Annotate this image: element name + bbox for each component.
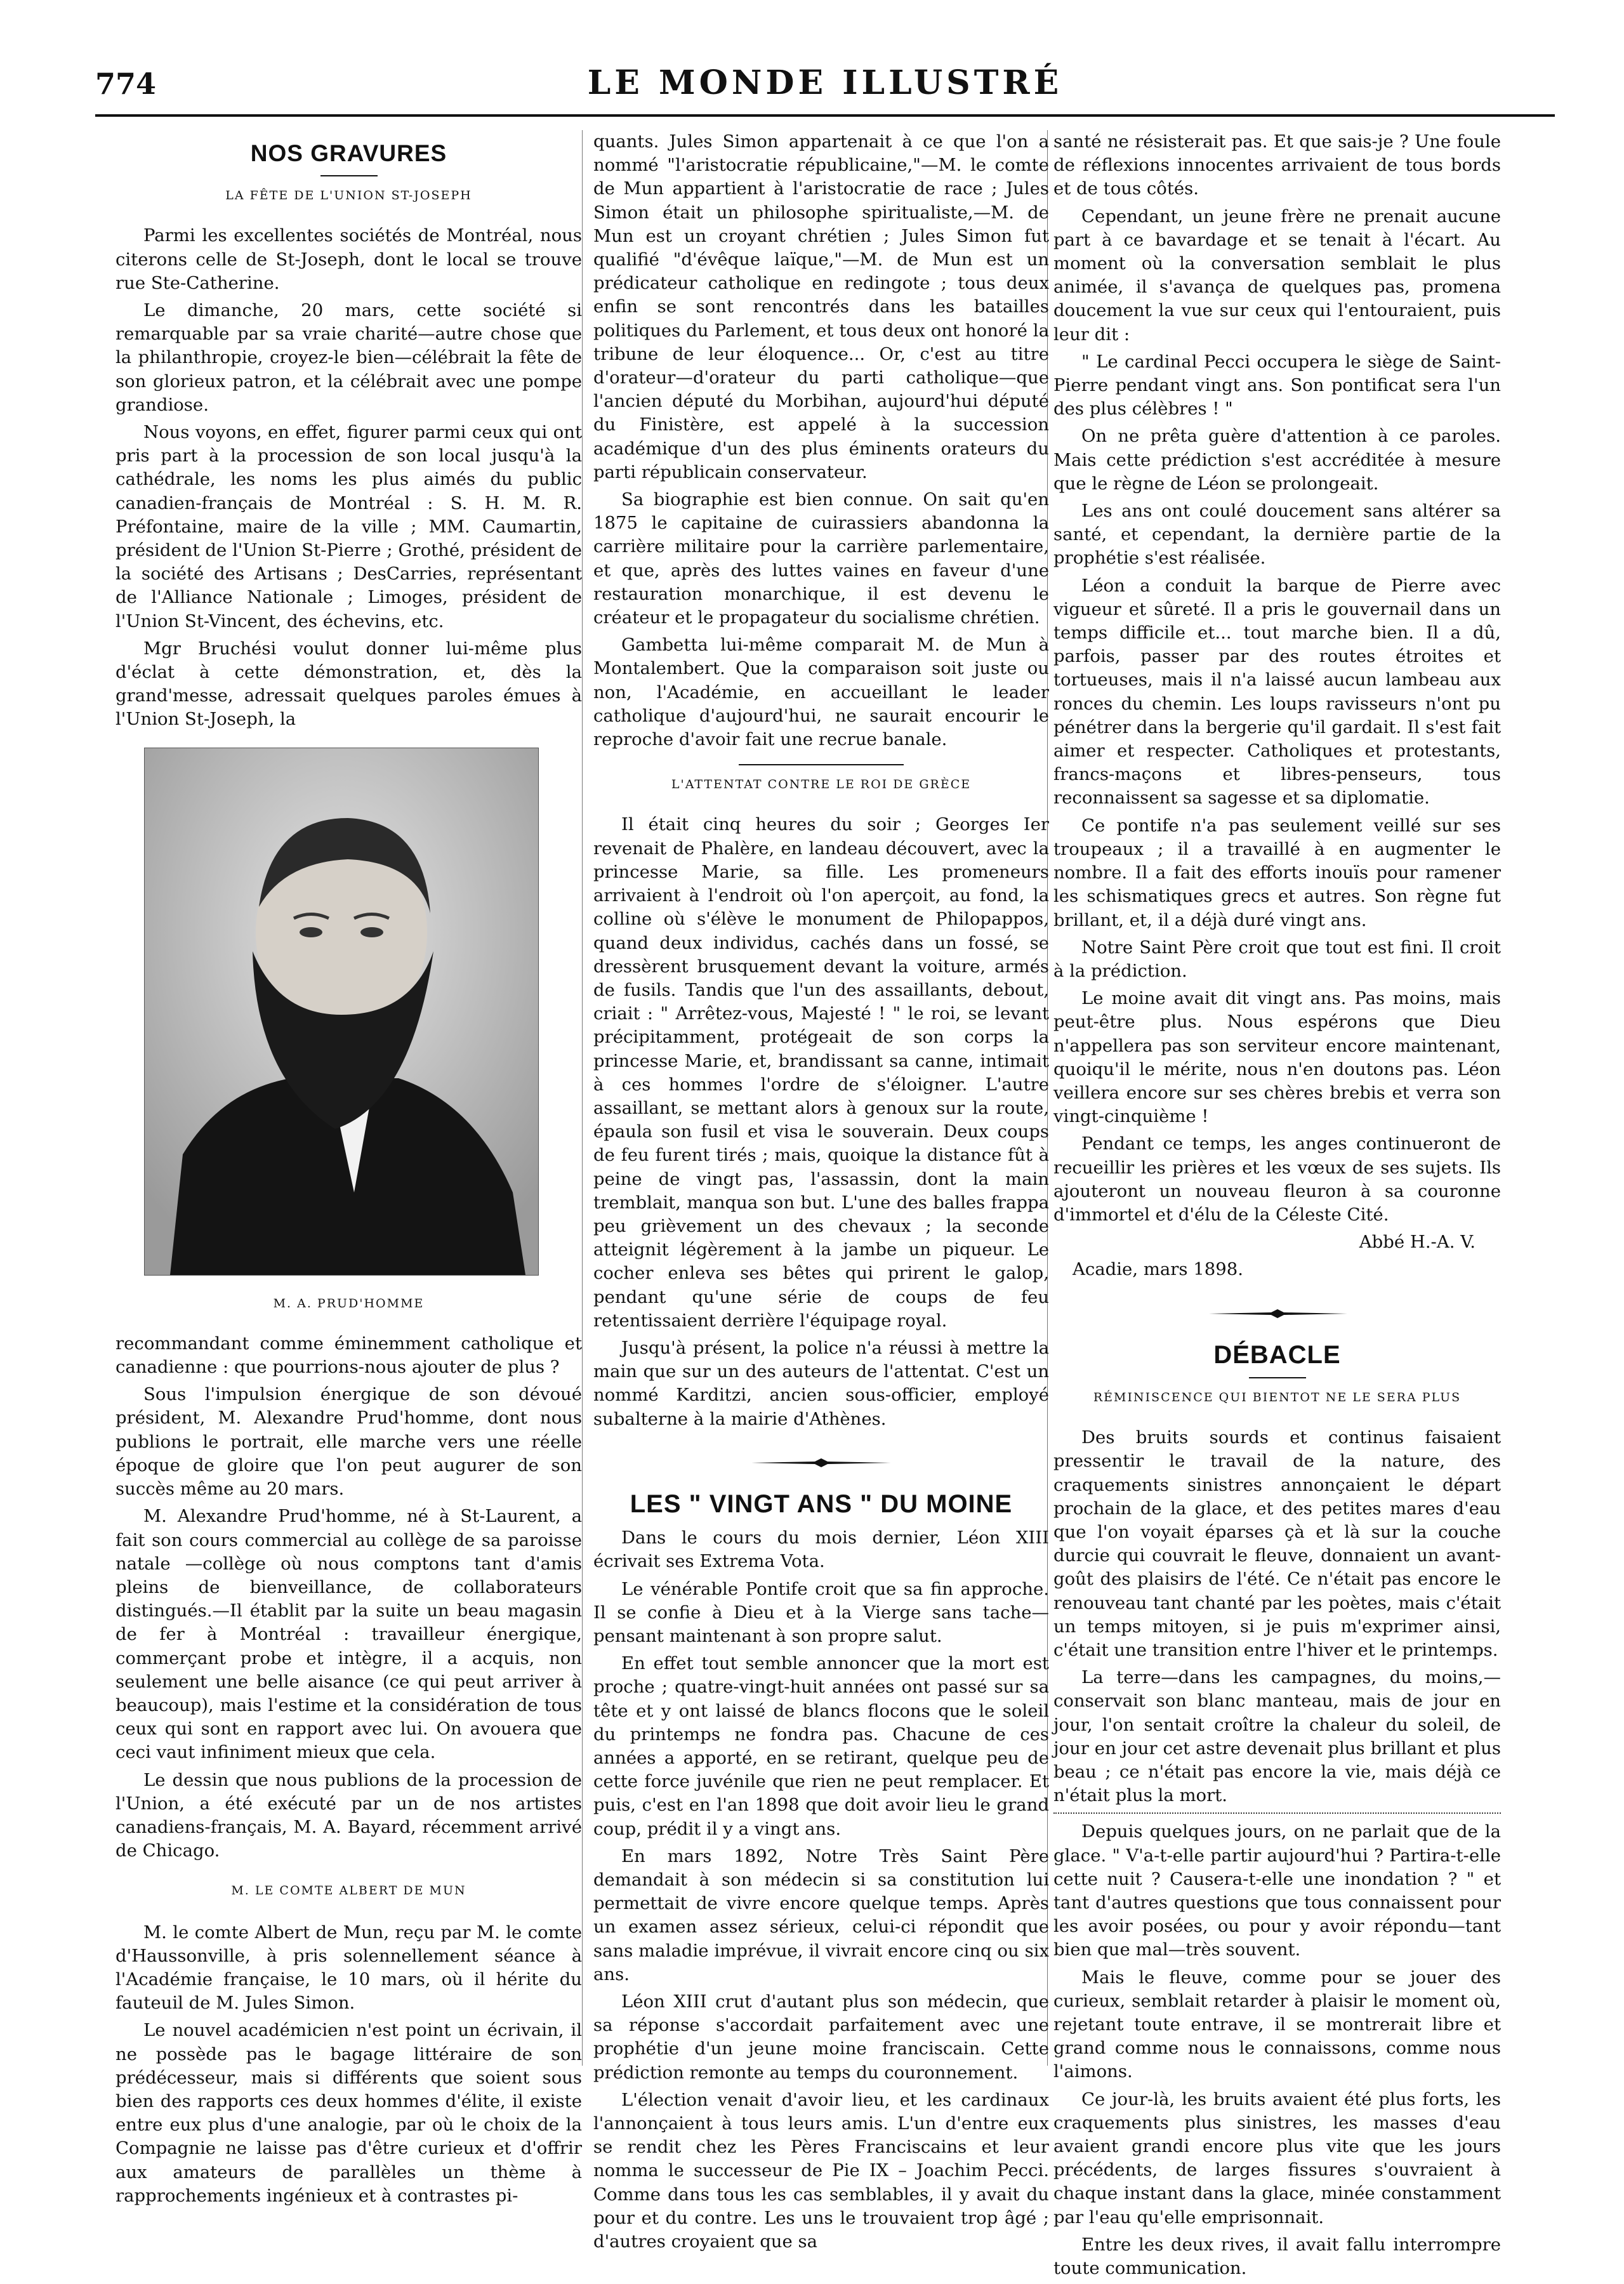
portrait-engraving [144, 748, 539, 1276]
column-3 [1047, 130, 1501, 2284]
article-subtitle: L'ATTENTAT CONTRE LE ROI DE GRÈCE [671, 777, 972, 792]
paragraph: En mars 1892, Notre Très Saint Père demandait à son médecin si sa constitution lui permettait de vivre encore quelque temps. Après un examen assez sérieux, celui-ci répondit que sans maladie imprévue, il vivrait encore cinq ou six ans. [593, 1845, 1049, 1984]
paragraph: Le dimanche, 20 mars, cette société si remarquable par sa vraie charité—autre chose que la philanthropie, croyez-le bien—célébrait la fête de son glorieux patron, et la célébrait avec une pompe grandiose. [116, 300, 582, 415]
section-title: DÉBACLE [1213, 1340, 1341, 1369]
column-2 [582, 130, 1049, 2257]
paragraph: Le dessin que nous publions de la procession de l'Union, a été exécuté par un de nos artistes canadiens-français, M. A. Bayard, récemment arrivé de Chicago. [116, 1769, 582, 1861]
paragraph: Mgr Bruchési voulut donner lui-même plus d'éclat à cette démonstration, et, dès la grand'messe, adressait quelques paroles émues à l'Union St-Joseph, la [116, 638, 582, 730]
paragraph: Il était cinq heures du soir ; Georges Ier revenait de Phalère, en landeau découvert, avec la princesse Marie, sa fille. Les promeneurs arrivaient à l'endroit où l'on aperçoit, au fond, la colline où s'élève le monument de Philopappos, quand deux individus, cachés dans un fossé, se dressèrent brusquement devant la voiture, armés de fusils. Tandis que l'un des assaillants, debout, criait : " Arrêtez-vous, Majesté ! " le roi, se levant précipitamment, protégeait de son corps la princesse Marie, et, brandissant sa canne, intimait à ces hommes l'ordre de s'éloigner. L'autre assaillant, se mettant alors à genoux sur la route, épaula son fusil et visa le souverain. Deux coups de feu furent tirés ; mais, quoique la distance fût à peine de vingt pas, l'assassin, dont la main tremblait, manqua son but. L'une des balles frappa peu grièvement un des chevaux ; la seconde atteignit légèrement à la jambe un piqueur. Le cocher enleva ses bêtes qui prirent le galop, pendant qu'une série de coups de feu retentissaient derrière l'équipage royal. [593, 814, 1049, 1331]
paragraph: Ce jour-là, les bruits avaient été plus forts, les craquements plus sinistres, les masses d'eau avaient grandi encore plus vite que les jours précédents, de larges fissures s'ouvraient à chaque instant dans la glace, minée constamment par l'eau qu'elle emprisonnait. [1053, 2089, 1501, 2228]
ornament-divider [593, 1450, 1049, 1474]
section-rule [739, 764, 904, 765]
paragraph: L'élection venait d'avoir lieu, et les cardinaux l'annonçaient à tous leurs amis. L'un d'entre eux se rendit chez les Pères Franciscains et leur nomma le successeur de Pie IX – Joachim Pecci. Comme dans tous les cas semblables, il y avait du pour et du contre. Les uns le trouvaient trop âgé ; d'autres croyaient que sa [593, 2089, 1049, 2252]
title-rule [320, 175, 378, 176]
paragraph: Le moine avait dit vingt ans. Pas moins, mais peut-être plus. Nous espérons que Dieu n'appellera pas son serviteur encore maintenant, quoiqu'il le mérite, nous n'en doutons pas. Léon veillera encore sur ses chères brebis et verra son vingt-cinquième ! [1053, 988, 1501, 1127]
title-rule [1249, 1377, 1306, 1378]
paragraph: Léon XIII crut d'autant plus son médecin, que sa réponse s'accordait parfaitement avec une prophétie d'un jeune moine franciscain. Cette prédiction remonte au temps du couronnement. [593, 1991, 1049, 2083]
masthead: LE MONDE ILLUSTRÉ [587, 63, 1063, 102]
paragraph: Gambetta lui-même comparait M. de Mun à Montalembert. Que la comparaison soit juste ou non, l'Académie, en accueillant le leader catholique d'aujourd'hui, ne saurait encourir le reproche d'avoir fait une recrue banale. [593, 635, 1049, 750]
column-1 [116, 130, 582, 2212]
paragraph: Sa biographie est bien connue. On sait qu'en 1875 le capitaine de cuirassiers abandonna la carrière militaire pour la carrière parlementaire, et que, après des luttes vaines en faveur d'une restauration monarchique, il est devenu le créateur et le propagateur du socialisme chrétien. [593, 489, 1049, 628]
paragraph: recommandant comme éminemment catholique et canadienne : que pourrions-nous ajouter de plus ? [116, 1333, 582, 1378]
paragraph: Jusqu'à présent, la police n'a réussi à mettre la main que sur un des auteurs de l'attentat. C'est un nommé Karditzi, ancien sous-officier, employé subalterne à la mairie d'Athènes. [593, 1337, 1049, 1429]
paragraph: Nous voyons, en effet, figurer parmi ceux qui ont pris part à la procession de son local jusqu'à la cathédrale, les noms les plus aimés du public canadien-français de Montréal : S. H. M. R. Préfontaine, maire de la ville ; MM. Caumartin, président de l'Union St-Pierre ; Grothé, président de la société des Artisans ; DesCarries, représentant de l'Alliance Nationale ; Limoges, président de l'Union St-Vincent, des échevins, etc. [116, 422, 582, 631]
paragraph: Le nouvel académicien n'est point un écrivain, il ne possède pas le bagage littéraire de son prédécesseur, mais si différents que soient sous bien des rapports ces deux hommes d'élite, il existe entre eux plus d'une analogie, par où le choix de la Compagnie ne laisse pas d'être curieux et d'offrir aux amateurs de parallèles un thème à rapprochements ingénieux et à contrastes pi- [116, 2020, 582, 2206]
paragraph: Dans le cours du mois dernier, Léon XIII écrivait ses Extrema Vota. [593, 1528, 1049, 1572]
page-header [95, 60, 1555, 105]
article-subtitle: RÉMINISCENCE QUI BIENTOT NE LE SERA PLUS [1093, 1390, 1462, 1404]
paragraph: Parmi les excellentes sociétés de Montréal, nous citerons celle de St-Joseph, dont le local se trouve rue Ste-Catherine. [116, 225, 582, 293]
dotted-separator [1053, 1812, 1501, 1814]
paragraph: Depuis quelques jours, on ne parlait que de la glace. " V'a-t-elle partir aujourd'hui ? Partira-t-elle cette nuit ? Causera-t-elle une inondation ? " et tant d'autres questions que tous connaissent pour les avoir posées, ou pour y avoir répondu—tant bien que mal—très souvent. [1053, 1821, 1501, 1960]
page-number: 774 [95, 67, 157, 101]
paragraph: Pendant ce temps, les anges continueront de recueillir les prières et les vœux de ses sujets. Ils ajouteront un nouveau fleuron à sa couronne d'immortel et d'élu de la Céleste Cité. [1053, 1133, 1501, 1225]
paragraph: Sous l'impulsion énergique de son dévoué président, M. Alexandre Prud'homme, dont nous publions le portrait, elle marche vers une réelle époque de gloire que l'on peut augurer de son succès même au 20 mars. [116, 1384, 582, 1500]
portrait-caption: M. A. PRUD'HOMME [273, 1296, 425, 1310]
paragraph: Le vénérable Pontife croit que sa fin approche. Il se confie à Dieu et à la Vierge sans tache—pensant maintenant à son propre salut. [593, 1578, 1049, 1646]
paragraph: Léon a conduit la barque de Pierre avec vigueur et sûreté. Il a pris le gouvernail dans un temps difficile et... tout marche bien. Il a dû, parfois, passer par des routes étroites et tortueuses, mais il n'a laissé aucun lambeau aux ronces du chemin. Les loups ravisseurs n'ont pu pénétrer dans la bergerie qu'il gardait. Il s'est fait aimer et respecter. Catholiques et protestants, francs-maçons et libres-penseurs, tous reconnaissent sa sagesse et sa diplomatie. [1053, 575, 1501, 809]
paragraph: On ne prêta guère d'attention à ce paroles. Mais cette prédiction s'est accréditée à mesure que le règne de Léon se prolongeait. [1053, 426, 1501, 494]
paragraph: M. le comte Albert de Mun, reçu par M. le comte d'Haussonville, à pris solennellement séance à l'Académie française, le 10 mars, où il hérite du fauteuil de M. Jules Simon. [116, 1922, 582, 2014]
paragraph: Entre les deux rives, il avait fallu interrompre toute communication. [1053, 2234, 1501, 2279]
paragraph: En effet tout semble annoncer que la mort est proche ; quatre-vingt-huit années ont passé sur sa tête et y ont laissé de blancs flocons que le soleil du printemps ne fondra pas. Chacune de ces années a apporté, en se retirant, quelque peu de cette force juvénile que rien ne peut remplacer. Et puis, c'est en l'an 1898 que doit avoir lieu le grand coup, prédit il y a vingt ans. [593, 1653, 1049, 1839]
paragraph: Mais le fleuve, comme pour se jouer des curieux, semblait retarder à plaisir le moment où, rejetant toute entrave, il se montrerait libre et grand comme nous le connaissons, comme nous l'aimons. [1053, 1967, 1501, 2082]
place-date: Acadie, mars 1898. [1073, 1259, 1244, 1280]
paragraph: Notre Saint Père croit que tout est fini. Il croit à la prédiction. [1053, 937, 1501, 981]
article-subtitle: M. LE COMTE ALBERT DE MUN [231, 1884, 466, 1898]
signature: Abbé H.-A. V. [1359, 1232, 1475, 1253]
paragraph: santé ne résisterait pas. Et que sais-je ? Une foule de réflexions innocentes arrivaient de tous bords et de tous côtés. [1053, 131, 1501, 199]
paragraph: La terre—dans les campagnes, du moins,—conservait son blanc manteau, mais de jour en jour, l'on sentait croître la chaleur du soleil, de jour en jour cet astre devenait plus brillant et plus beau ; ce n'était pas encore la vie, mais déjà ce n'était plus la mort. [1053, 1667, 1501, 1806]
paragraph: Cependant, un jeune frère ne prenait aucune part à ce bavardage et se tenait à l'écart. Au moment où la conversation semblait le plus animée, il s'avança de quelques pas, promena doucement la vue sur ceux qui l'entouraient, puis leur dit : [1053, 206, 1501, 345]
section-title: NOS GRAVURES [250, 140, 447, 166]
paragraph: Des bruits sourds et continus faisaient pressentir le travail de la nature, des craquements sinistres annonçaient le départ prochain de la glace, et des petites mares d'eau que l'on voyait éparses çà et là sur la couche durcie qui couvrait le fleuve, donnaient un avant-goût des plaisirs de l'été. Ce n'était pas encore le renouveau tant chanté par les poètes, mais c'était un temps mitoyen, si je puis m'exprimer ainsi, c'était une transition entre l'hiver et le printemps. [1053, 1427, 1501, 1660]
section-title: LES " VINGT ANS " DU MOINE [630, 1489, 1013, 1518]
paragraph: Les ans ont coulé doucement sans altérer sa santé, et cependant, la dernière partie de la prophétie s'est réalisée. [1053, 501, 1501, 569]
header-rule [95, 114, 1555, 117]
paragraph: Ce pontife n'a pas seulement veillé sur ses troupeaux ; il a travaillé à en augmenter le nombre. Il a fait des efforts inouïs pour ramener les schismatiques grecs et autres. Son règne fut brillant, et, il a déjà duré vingt ans. [1053, 815, 1501, 930]
paragraph: " Le cardinal Pecci occupera le siège de Saint-Pierre pendant vingt ans. Son pontificat sera l'un des plus célèbres ! " [1053, 351, 1501, 419]
article-subtitle: LA FÊTE DE L'UNION ST-JOSEPH [225, 188, 472, 203]
ornament-divider [1053, 1301, 1501, 1324]
paragraph: quants. Jules Simon appartenait à ce que l'on a nommé "l'aristocratie républicaine,"—M. le comte de Mun appartient à l'aristocratie de race ; Jules Simon était un philosophe spiritualiste,—M. de Mun est un croyant chrétien ; Jules Simon fut qualifié "d'évêque laïque,"—M. de Mun est un prédicateur catholique en redingote ; tous deux enfin se sont rencontrés dans les batailles politiques du Parlement, et tous deux ont honoré la tribune de leur éloquence... Or, c'est au titre d'orateur—d'orateur du parti catholique—que l'ancien député du Morbihan, aujourd'hui député du Finistère, est appelé à la succession académique d'un des plus éminents orateurs du parti républicain conservateur. [593, 131, 1049, 482]
paragraph: M. Alexandre Prud'homme, né à St-Laurent, a fait son cours commercial au collège de sa paroisse natale —collège où nous comptons tant d'amis pleins de bienveillance, de collaborateurs distingués.—Il établit par la suite un beau magasin de fer à Montréal : travailleur énergique, commerçant probe et intègre, il a acquis, non seulement une belle aisance (ce qui peut arriver à beaucoup), mais l'estime et la considération de tous ceux qui sont en rapport avec lui. On avouera que ceci vaut infiniment mieux que cela. [116, 1506, 582, 1763]
